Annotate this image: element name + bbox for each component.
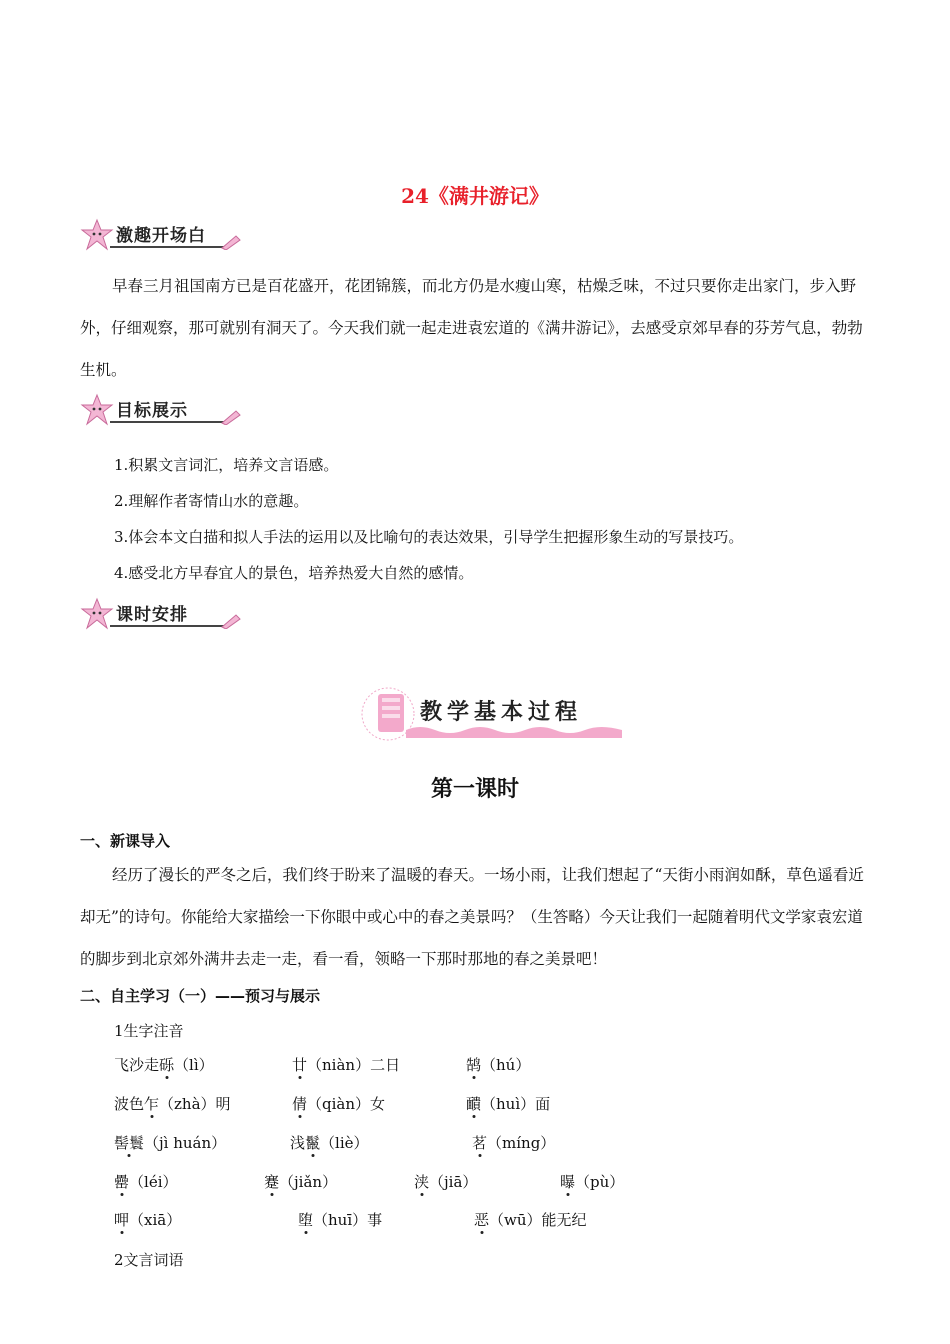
lesson-title: 第一课时 bbox=[430, 777, 519, 802]
star-icon bbox=[80, 393, 114, 427]
goal-item: 2.理解作者寄情山水的意趣。 bbox=[114, 492, 309, 510]
divider bbox=[110, 246, 228, 248]
pinyin-entry: 浃（jiā） bbox=[414, 1173, 478, 1191]
process-banner bbox=[360, 686, 625, 742]
pinyin-entry: 堕（huī）事 bbox=[298, 1211, 383, 1229]
star-icon bbox=[80, 218, 114, 252]
pinyin-entry: 鹄（hú） bbox=[466, 1056, 531, 1074]
pinyin-entry: 恶（wū）能无纪 bbox=[474, 1211, 587, 1229]
pinyin-entry: 曝（pù） bbox=[560, 1173, 625, 1191]
pinyin-entry: 呷（xiā） bbox=[114, 1211, 182, 1229]
subheading-char-pronunciation: 1生字注音 bbox=[114, 1022, 184, 1040]
part1-heading: 一、新课导入 bbox=[80, 832, 171, 850]
goal-item: 1.积累文言词汇，培养文言语感。 bbox=[114, 456, 339, 474]
section-banner-schedule bbox=[80, 597, 240, 631]
pen-icon bbox=[220, 611, 242, 629]
part1-paragraph: 经历了漫长的严冬之后，我们终于盼来了温暖的春天。一场小雨，让我们想起了“天街小雨润如酥，草色遥看近却无”的诗句。你能给大家描绘一下你眼中或心中的春之美景吗？（生答略）今天让我们一起随着明代文学家袁宏道的脚步到北京郊外满井去走一走，看一看，领略一下那时那地的春之美景吧！ bbox=[80, 866, 864, 968]
pinyin-entry: 飞沙走砾（lì） bbox=[114, 1056, 214, 1074]
pinyin-entry: 倩（qiàn）女 bbox=[292, 1095, 386, 1113]
pinyin-entry: 波色乍（zhà）明 bbox=[114, 1095, 231, 1113]
section-label: 激趣开场白 bbox=[116, 226, 206, 246]
section-banner-goals bbox=[80, 393, 240, 427]
pen-icon bbox=[220, 232, 242, 250]
process-title: 教学基本过程 bbox=[420, 700, 583, 725]
part2-heading: 二、自主学习（一）——预习与展示 bbox=[80, 987, 321, 1005]
goal-item: 3.体会本文白描和拟人手法的运用以及比喻句的表达效果，引导学生把握形象生动的写景技巧。 bbox=[114, 528, 744, 546]
section-label: 目标展示 bbox=[116, 401, 188, 421]
divider bbox=[110, 625, 228, 627]
pinyin-entry: 茗（míng） bbox=[472, 1134, 556, 1152]
pinyin-entry: 髻鬟（jì huán） bbox=[114, 1134, 227, 1152]
divider bbox=[110, 421, 228, 423]
intro-paragraph: 早春三月祖国南方已是百花盛开，花团锦簇，而北方仍是水瘦山寒，枯燥乏味，不过只要你走出家门，步入野外，仔细观察，那可就别有洞天了。今天我们就一起走进袁宏道的《满井游记》，去感受京郊早春的芬芳气息，勃勃生机。 bbox=[80, 277, 863, 379]
section-label: 课时安排 bbox=[116, 605, 188, 625]
document-title: 24《满井游记》 bbox=[401, 184, 549, 208]
subheading-classical-words: 2文言词语 bbox=[114, 1251, 184, 1269]
pinyin-entry: 廿（niàn）二日 bbox=[292, 1056, 401, 1074]
section-banner-intro bbox=[80, 218, 240, 252]
pinyin-entry: 蹇（jiǎn） bbox=[264, 1173, 338, 1191]
pinyin-entry: 浅鬣（liè） bbox=[290, 1134, 369, 1152]
goal-item: 4.感受北方早春宜人的景色，培养热爱大自然的感情。 bbox=[114, 564, 474, 582]
star-icon bbox=[80, 597, 114, 631]
pinyin-entry: 罍（léi） bbox=[114, 1173, 178, 1191]
pen-icon bbox=[220, 407, 242, 425]
pinyin-entry: 靧（huì）面 bbox=[466, 1095, 551, 1113]
